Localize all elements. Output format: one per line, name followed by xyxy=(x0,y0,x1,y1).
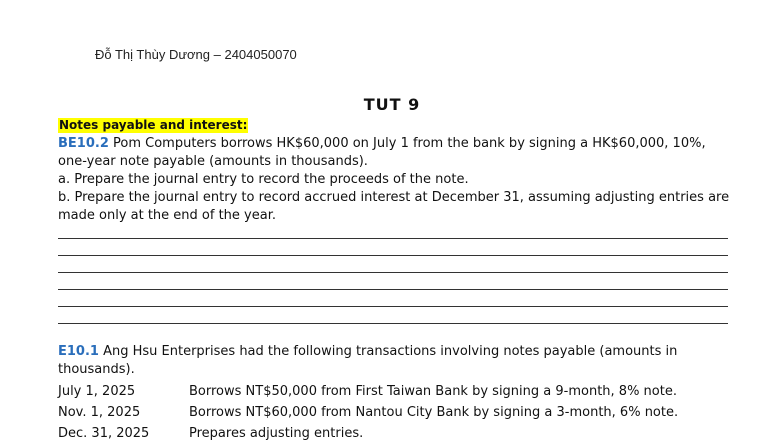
exercise-code: BE10.2 xyxy=(58,136,109,151)
page-title: TUT 9 xyxy=(363,95,421,114)
exercise-e10-1 xyxy=(58,343,734,379)
exercise-text: Pom Computers borrows HK$60,000 on July 1 from the bank by signing a HK$60,000, 10%, one-year note payable (amounts in thousands). xyxy=(58,136,706,169)
transaction-date: Dec. 31, 2025 xyxy=(58,426,150,441)
student-name-header: Đỗ Thị Thùy Dương – 2404050070 xyxy=(95,47,297,62)
transaction-description: Borrows NT$60,000 from Nantou City Bank by signing a 3-month, 6% note. xyxy=(189,405,679,420)
answer-line xyxy=(58,255,728,256)
answer-line xyxy=(58,272,728,273)
exercise-code: E10.1 xyxy=(58,344,99,359)
exercise-be10-2 xyxy=(58,135,734,225)
transaction-date: July 1, 2025 xyxy=(58,384,136,399)
question-b: b. Prepare the journal entry to record accrued interest at December 31, assuming adjusting entries are made only at the end of the year. xyxy=(58,190,730,223)
transaction-description: Prepares adjusting entries. xyxy=(189,426,364,441)
answer-line xyxy=(58,238,728,239)
answer-line xyxy=(58,306,728,307)
question-a: a. Prepare the journal entry to record the proceeds of the note. xyxy=(58,172,469,187)
transaction-date: Nov. 1, 2025 xyxy=(58,405,141,420)
transaction-description: Borrows NT$50,000 from First Taiwan Bank by signing a 9-month, 8% note. xyxy=(189,384,677,399)
section-heading-notes-payable: Notes payable and interest: xyxy=(59,118,248,132)
answer-line xyxy=(58,323,728,324)
answer-line xyxy=(58,289,728,290)
exercise-text: Ang Hsu Enterprises had the following transactions involving notes payable (amounts in thousands). xyxy=(58,344,678,377)
